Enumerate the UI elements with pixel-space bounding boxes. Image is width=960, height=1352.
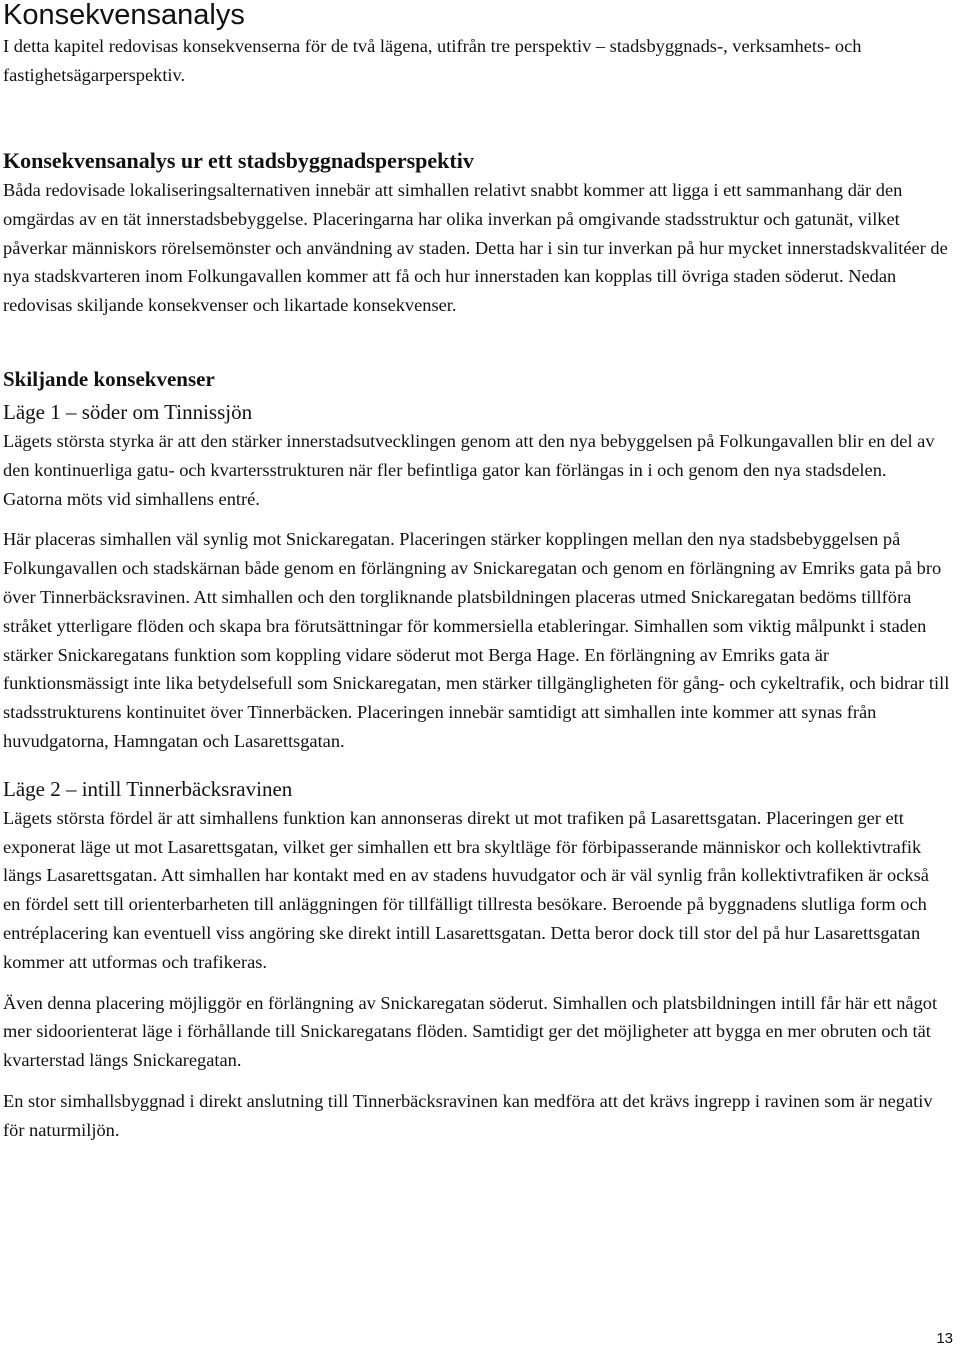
location-2-heading: Läge 2 – intill Tinnerbäcksravinen [3,776,293,801]
location-1-heading: Läge 1 – söder om Tinnissjön [3,399,253,424]
page-number: 13 [936,1330,953,1347]
location-2-paragraph-2: Även denna placering möjliggör en förlängning av Snickaregatan söderut. Simhallen och platsbildningen intill får här ett något mer sidoorienterat läge i förhållande till Snickaregatans flöden. Samtidigt ger det möjligheter att bygga en mer obruten och tät kvarterstad längs Snickaregatan. [3,992,938,1071]
location-2-paragraph-3: En stor simhallsbyggnad i direkt anslutning till Tinnerbäcksravinen kan medföra att det krävs ingrepp i ravinen som är negativ för naturmiljön. [3,1090,933,1140]
section-heading: Konsekvensanalys ur ett stadsbyggnadsperspektiv [3,148,474,173]
section-paragraph: Båda redovisade lokaliseringsalternativen innebär att simhallen relativt snabbt kommer att ligga i ett sammanhang där den omgärdas av en tät innerstadsbebyggelse. Placeringarna har olika inverkan på omgivande stadsstruktur och gatunät, vilket påverkar människors rörelsemönster och användning av staden. Detta har i sin tur inverkan på hur mycket innerstadskvalitéer de nya stadskvarteren inom Folkungavallen kommer att få och hur innerstaden kan kopplas till övriga staden söderut. Nedan redovisas skiljande konsekvenser och likartade konsekvenser. [3,180,948,316]
location-1-paragraph-2: Här placeras simhallen väl synlig mot Snickaregatan. Placeringen stärker kopplingen mellan den nya stadsbebyggelsen på Folkungavallen och stadskärnan både genom en förlängning av Snickaregatan och genom en förlängning av Emriks gata på bro över Tinnerbäcksravinen. Att simhallen och den torgliknande platsbildningen placeras utmed Snickaregatan bedöms tillföra stråket ytterligare flöden och skapa bra förutsättningar för kommersiella etableringar. Simhallen som viktig målpunkt i staden stärker Snickaregatans funktion som koppling vidare söderut mot Berga Hage. En förlängning av Emriks gata är funktionsmässigt inte lika betydelsefull som Snickaregatan, men stärker tillgängligheten för gång- och cykeltrafik, och bidrar till stadsstrukturens kontinuitet över Tinnerbäcken. Placeringen innebär samtidigt att simhallen inte kommer att synas från huvudgatorna, Hamngatan och Lasarettsgatan. [3,529,950,751]
location-1-paragraph-1: Lägets största styrka är att den stärker innerstadsutvecklingen genom att den nya bebyggelsen på Folkungavallen blir en del av den kontinuerliga gatu- och kvartersstrukturen när fler befintliga gator kan förlängas in i och genom den nya stadsdelen. Gatorna möts vid simhallens entré. [3,430,935,509]
differences-heading: Skiljande konsekvenser [3,366,215,391]
intro-paragraph: I detta kapitel redovisas konsekvenserna för de två lägena, utifrån tre perspektiv – stadsbyggnads-, verksamhets- och fastighetsägarperspektiv. [3,36,862,85]
document-title: Konsekvensanalys [3,0,245,31]
location-2-paragraph-1: Lägets största fördel är att simhallens funktion kan annonseras direkt ut mot trafiken på Lasarettsgatan. Placeringen ger ett exponerat läge ut mot Lasarettsgatan, vilket ger simhallen ett bra skyltläge för förbipasserande människor och kollektivtrafik längs Lasarettsgatan. Att simhallen har kontakt med en av stadens huvudgator och är väl synlig från kollektivtrafiken är också en fördel sett till orienterbarheten till anläggningen för tillfälligt tillresta besökare. Beroende på byggnadens slutliga form och entréplacering kan eventuell viss angöring ske direkt intill Lasarettsgatan. Detta beror dock till stor del på hur Lasarettsgatan kommer att utformas och trafikeras. [3,807,929,972]
